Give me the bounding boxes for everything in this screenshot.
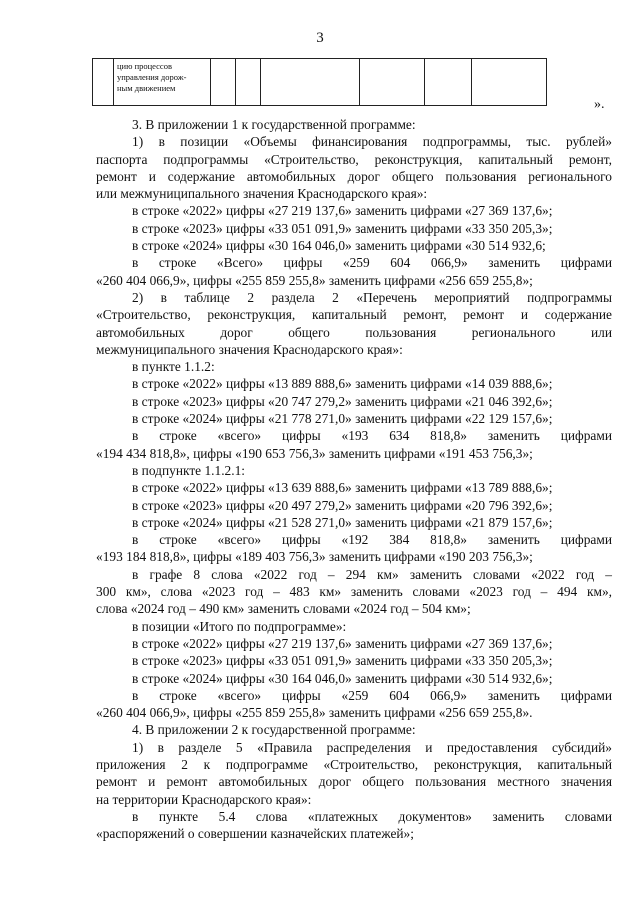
table-cell <box>211 59 236 106</box>
text-line: 1) в разделе 5 «Правила распределения и предоставления субсидий» <box>132 739 612 755</box>
text-line: «193 184 818,8», цифры «189 403 756,3» заменить цифрами «190 203 756,3»; <box>96 549 533 565</box>
table-cell <box>261 59 360 106</box>
text-line: на территории Краснодарского края»: <box>96 791 312 807</box>
text-line: «распоряжений о совершении казначейских платежей»; <box>96 826 414 842</box>
text-line: в строке «2023» цифры «20 747 279,2» заменить цифрами «21 046 392,6»; <box>132 393 553 409</box>
table-cell-line: управления дорож- <box>117 72 187 82</box>
closing-quote: ». <box>594 97 605 112</box>
text-line: в строке «2022» цифры «13 639 888,6» заменить цифрами «13 789 888,6»; <box>132 480 553 496</box>
text-line: слова «2024 год – 490 км» заменить словами «2024 год – 504 км»; <box>96 601 471 617</box>
text-line: в строке «2024» цифры «30 164 046,0» заменить цифрами «30 514 932,6; <box>132 238 546 254</box>
text-line: в строке «2022» цифры «13 889 888,6» заменить цифрами «14 039 888,6»; <box>132 376 553 392</box>
table-cell-description <box>114 59 211 106</box>
table-cell <box>472 59 547 106</box>
text-line: в подпункте 1.1.2.1: <box>132 462 246 478</box>
text-line: в строке «всего» цифры «192 384 818,8» заменить цифрами <box>132 532 612 548</box>
text-line: в пункте 5.4 слова «платежных документов» заменить словами <box>132 808 612 824</box>
table-cell <box>236 59 261 106</box>
text-line: в строке «всего» цифры «193 634 818,8» заменить цифрами <box>132 428 612 444</box>
document-body <box>96 116 612 842</box>
text-line: в графе 8 слова «2022 год – 294 км» заменить словами «2022 год – <box>132 566 612 582</box>
text-line: «260 404 066,9», цифры «255 859 255,8» заменить цифрами «256 659 255,8»; <box>96 272 533 288</box>
table-cell <box>360 59 425 106</box>
text-line: в строке «2023» цифры «33 051 091,9» заменить цифрами «33 350 205,3»; <box>132 220 553 236</box>
text-line: в строке «2023» цифры «33 051 091,9» заменить цифрами «33 350 205,3»; <box>132 653 553 669</box>
text-line: ремонт и содержание автомобильных дорог общего пользования регионального <box>96 168 612 184</box>
text-line: автомобильных дорог общего пользования регионального или <box>96 324 612 340</box>
text-line: 3. В приложении 1 к государственной программе: <box>132 117 416 132</box>
table-row <box>93 59 547 106</box>
text-line: «260 404 066,9», цифры «255 859 255,8» заменить цифрами «256 659 255,8». <box>96 705 533 721</box>
table-cell <box>93 59 114 106</box>
text-line: межмуниципального значения Краснодарского края»: <box>96 341 403 357</box>
text-line: ремонт и ремонт автомобильных дорог общего пользования местного значения <box>96 774 612 790</box>
page-number: 3 <box>316 30 324 46</box>
text-line: 4. В приложении 2 к государственной программе: <box>132 722 416 738</box>
text-line: в строке «Всего» цифры «259 604 066,9» заменить цифрами <box>132 255 612 271</box>
text-line: или межмуниципального значения Краснодарского края»: <box>96 186 428 202</box>
text-line: в строке «2024» цифры «21 528 271,0» заменить цифрами «21 879 157,6»; <box>132 514 553 530</box>
text-line: в строке «всего» цифры «259 604 066,9» заменить цифрами <box>132 687 612 703</box>
table-fragment <box>92 58 547 106</box>
text-line: в строке «2022» цифры «27 219 137,6» заменить цифрами «27 369 137,6»; <box>132 203 553 219</box>
text-line: 1) в позиции «Объемы финансирования подпрограммы, тыс. рублей» <box>132 134 612 150</box>
text-line: «194 434 818,8», цифры «190 653 756,3» заменить цифрами «191 453 756,3»; <box>96 445 533 461</box>
text-line: в пункте 1.1.2: <box>132 359 215 375</box>
text-line: паспорта подпрограммы «Строительство, реконструкция, капитальный ремонт, <box>96 151 612 167</box>
text-line: 300 км», слова «2023 год – 483 км» заменить словами «2023 год – 494 км», <box>96 584 612 600</box>
text-line: «Строительство, реконструкция, капитальный ремонт, ремонт и содержание <box>96 307 612 323</box>
text-line: приложения 2 к подпрограмме «Строительство, реконструкция, капитальный <box>96 756 612 772</box>
table-cell-line: цию процессов <box>117 61 172 71</box>
text-line: в строке «2024» цифры «21 778 271,0» заменить цифрами «22 129 157,6»; <box>132 411 553 427</box>
text-line: в позиции «Итого по подпрограмме»: <box>132 618 347 634</box>
text-line: в строке «2023» цифры «20 497 279,2» заменить цифрами «20 796 392,6»; <box>132 497 553 513</box>
text-line: в строке «2022» цифры «27 219 137,6» заменить цифрами «27 369 137,6»; <box>132 635 553 651</box>
table-cell <box>425 59 472 106</box>
text-line: 2) в таблице 2 раздела 2 «Перечень мероприятий подпрограммы <box>132 289 612 305</box>
text-line: в строке «2024» цифры «30 164 046,0» заменить цифрами «30 514 932,6»; <box>132 670 553 686</box>
table-cell-line: ным движением <box>117 83 176 93</box>
